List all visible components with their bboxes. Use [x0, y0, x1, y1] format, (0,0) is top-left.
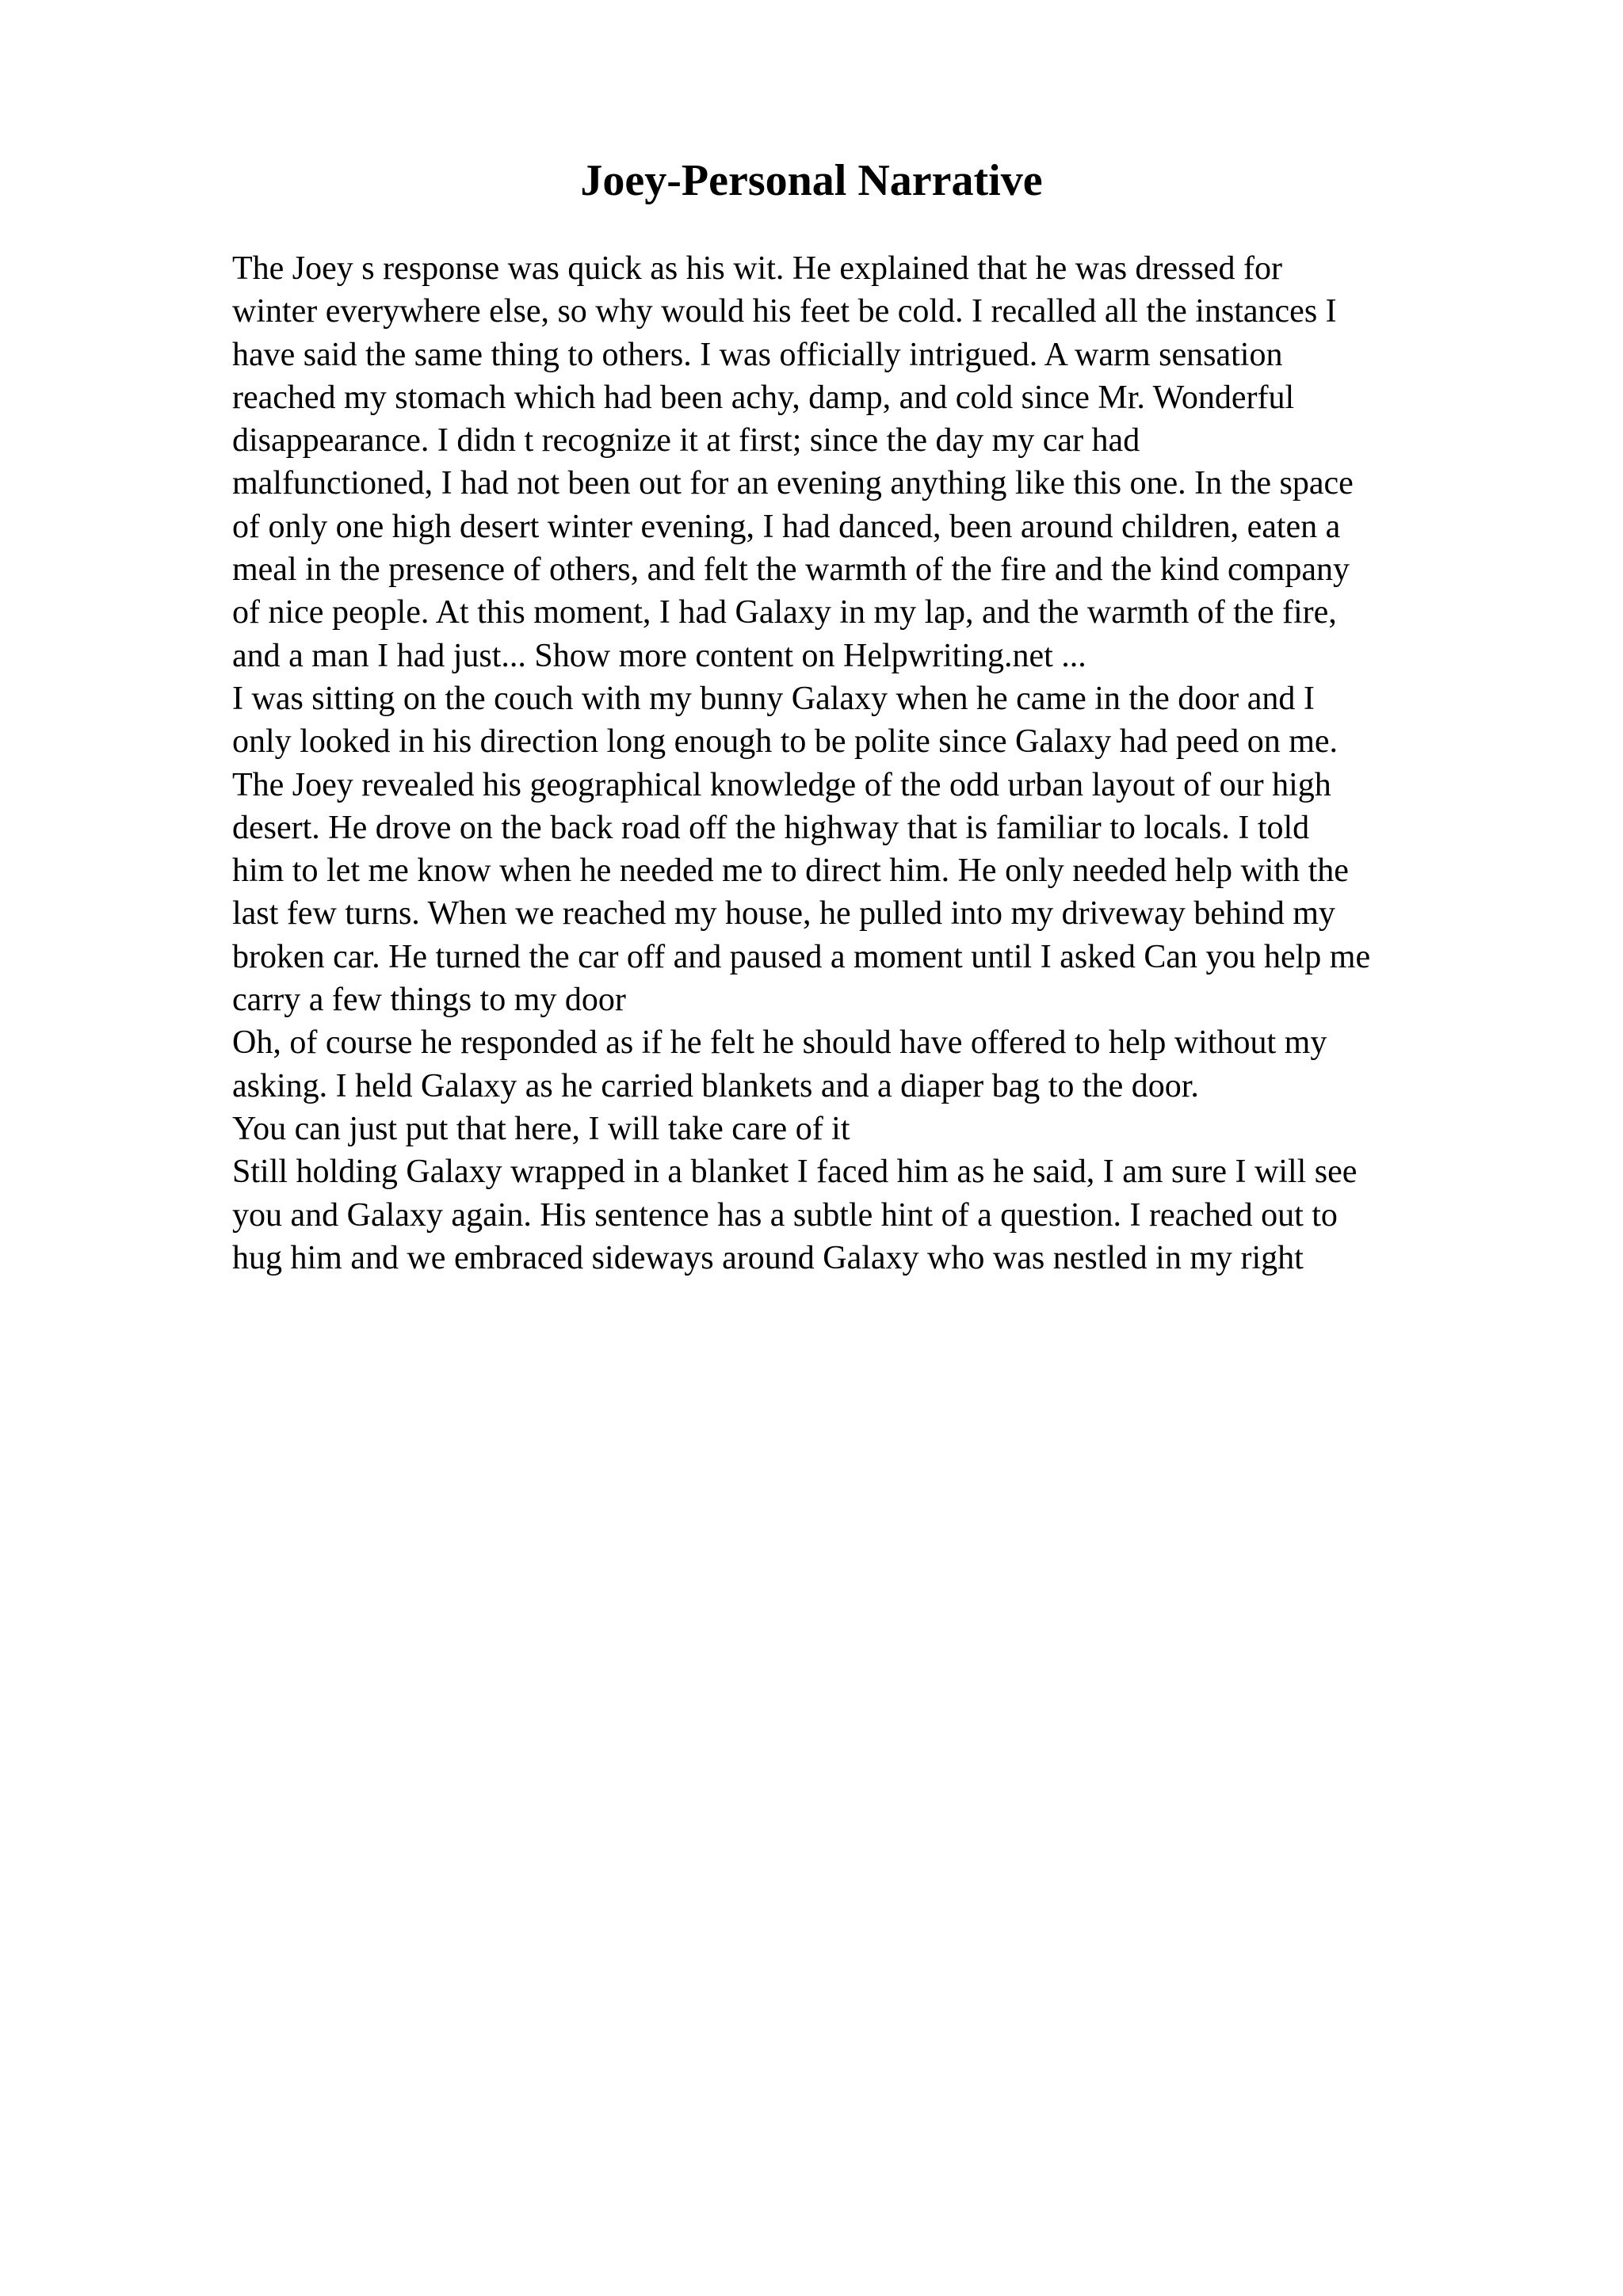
text-line: have said the same thing to others. I was officially intrigued. A warm sensation — [232, 336, 1283, 373]
text-line: The Joey s response was quick as his wit. He explained that he was dressed for — [232, 250, 1282, 287]
text-line: meal in the presence of others, and felt the warmth of the fire and the kind company — [232, 551, 1350, 589]
text-line: disappearance. I didn t recognize it at first; since the day my car had — [232, 422, 1140, 460]
text-line: only looked in his direction long enough to be polite since Galaxy had peed on me. — [232, 723, 1338, 761]
text-line: desert. He drove on the back road off the highway that is familiar to locals. I told — [232, 809, 1310, 846]
text-line: Still holding Galaxy wrapped in a blanket I faced him as he said, I am sure I will see — [232, 1154, 1358, 1191]
text-line: Oh, of course he responded as if he felt he should have offered to help without my — [232, 1024, 1327, 1062]
text-line: reached my stomach which had been achy, damp, and cold since Mr. Wonderful — [232, 379, 1295, 416]
document-body — [232, 247, 1516, 1280]
text-line: I was sitting on the couch with my bunny Galaxy when he came in the door and I — [232, 680, 1315, 717]
text-line: last few turns. When we reached my house, he pulled into my driveway behind my — [232, 895, 1335, 933]
text-line: asking. I held Galaxy as he carried blankets and a diaper bag to the door. — [232, 1067, 1199, 1104]
text-line: broken car. He turned the car off and paused a moment until I asked Can you help me — [232, 938, 1371, 975]
text-line: him to let me know when he needed me to direct him. He only needed help with the — [232, 852, 1349, 890]
text-line: and a man I had just... Show more content on Helpwriting.net ... — [232, 637, 1086, 674]
text-line: of only one high desert winter evening, I had danced, been around children, eaten a — [232, 508, 1341, 545]
text-line: you and Galaxy again. His sentence has a subtle hint of a question. I reached out to — [232, 1196, 1338, 1234]
text-line: You can just put that here, I will take care of it — [232, 1110, 850, 1147]
text-line: winter everywhere else, so why would his feet be cold. I recalled all the instances I — [232, 293, 1337, 330]
text-line: carry a few things to my door — [232, 982, 626, 1019]
text-line: malfunctioned, I had not been out for an evening anything like this one. In the space — [232, 465, 1354, 502]
text-line: The Joey revealed his geographical knowledge of the odd urban layout of our high — [232, 766, 1331, 803]
text-line: of nice people. At this moment, I had Galaxy in my lap, and the warmth of the fire, — [232, 594, 1337, 631]
text-line: hug him and we embraced sideways around Galaxy who was nestled in my right — [232, 1239, 1304, 1276]
document-title: Joey-Personal Narrative — [580, 156, 1043, 205]
